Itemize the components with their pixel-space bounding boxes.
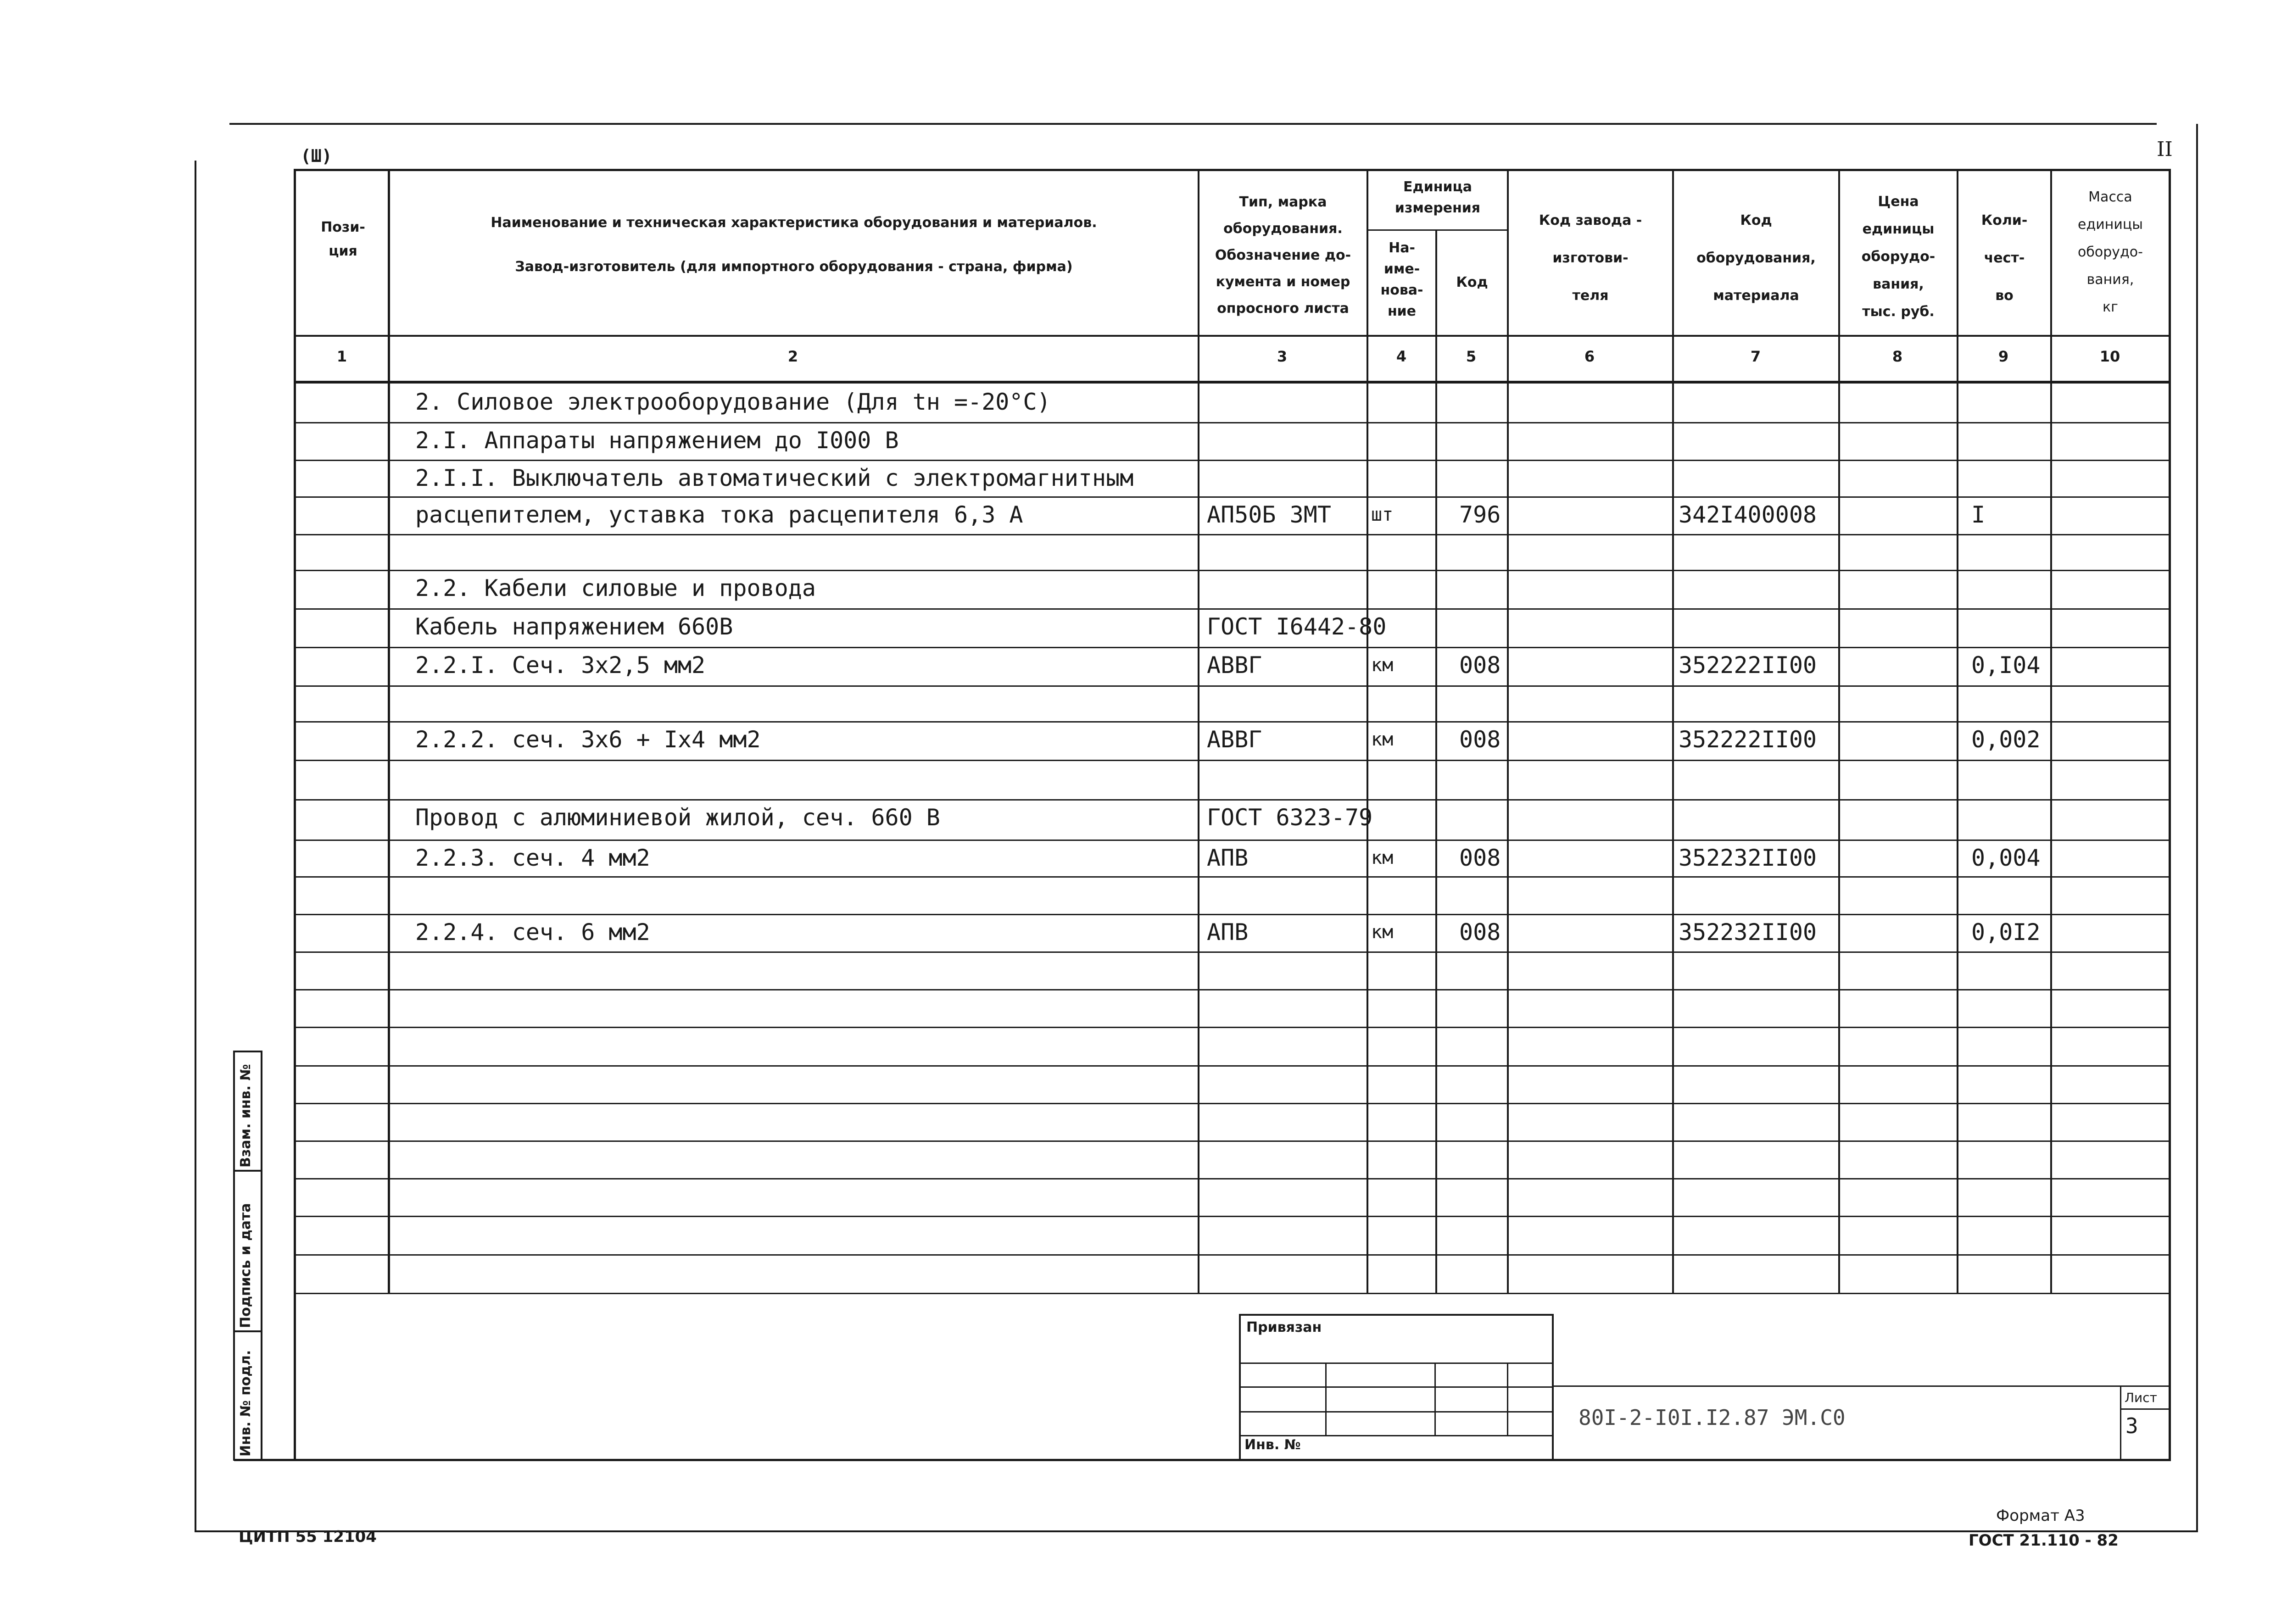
col-line-3 <box>1367 169 1368 1293</box>
row-type: АП50Б 3МТ <box>1207 501 1331 528</box>
col-line-9 <box>2050 169 2052 1293</box>
stamp-box-top <box>1239 1314 1554 1316</box>
row-line <box>294 460 2170 461</box>
stamp-inv-label: Инв. № <box>1244 1437 1301 1453</box>
row-unit-code: 796 <box>1459 501 1501 528</box>
header-unit-code: Код <box>1456 274 1488 290</box>
row-type: АПВ <box>1207 845 1249 871</box>
col-line-1 <box>388 169 390 1293</box>
row-line <box>294 570 2170 571</box>
side-stamp-div2 <box>233 1330 262 1332</box>
header-material-code: Код оборудования, материала <box>1696 212 1816 304</box>
row-line <box>294 496 2170 498</box>
row-unit-code: 008 <box>1459 845 1501 871</box>
sheet-label: Лист <box>2125 1390 2157 1405</box>
row-material-code: 352222II00 <box>1679 652 1817 679</box>
row-name: 2.2. Кабели силовые и провода <box>415 575 816 601</box>
row-line <box>294 760 2170 761</box>
row-unit: шт <box>1371 504 1394 525</box>
row-line <box>294 1027 2170 1028</box>
row-quantity: I <box>1971 501 1986 528</box>
stamp-row4 <box>1239 1435 1554 1436</box>
row-line <box>294 951 2170 953</box>
side-replace-inv: Взам. инв. № <box>238 1064 254 1168</box>
column-number: 9 <box>1998 348 2009 365</box>
table-top-line <box>294 169 2170 171</box>
row-quantity: 0,002 <box>1971 726 2041 753</box>
row-quantity: 0,0I2 <box>1971 919 2041 945</box>
row-line <box>294 1254 2170 1256</box>
row-type: ГОСТ 6323-79 <box>1207 804 1373 831</box>
header-quantity: Коли- чест- во <box>1981 212 2028 304</box>
column-number: 3 <box>1277 348 1288 365</box>
row-material-code: 352232II00 <box>1679 919 1817 945</box>
header-price: Цена единицы оборудо- вания, тыс. руб. <box>1861 194 1936 320</box>
side-stamp-top <box>233 1051 262 1052</box>
row-type: АВВГ <box>1207 652 1262 679</box>
row-type: ГОСТ I6442-80 <box>1207 613 1387 640</box>
row-material-code: 352222II00 <box>1679 726 1817 753</box>
row-type: АВВГ <box>1207 726 1262 753</box>
table-right-line <box>2169 169 2171 1461</box>
column-number: 8 <box>1892 348 1903 365</box>
document-code: 80I-2-I0I.I2.87 ЭМ.С0 <box>1579 1405 1846 1430</box>
row-line <box>294 1216 2170 1217</box>
column-number: 5 <box>1466 348 1477 365</box>
side-inv-orig: Инв. № подл. <box>238 1350 254 1457</box>
row-line <box>294 876 2170 878</box>
row-line <box>294 1178 2170 1179</box>
header-name-line1: Наименование и техническая характеристика оборудования и материалов. <box>491 215 1097 231</box>
col-line-7 <box>1838 169 1840 1293</box>
row-unit: км <box>1371 655 1394 676</box>
row-name: 2.2.4. сеч. 6 мм2 <box>415 919 650 945</box>
outer-left-line <box>195 161 196 1532</box>
row-line <box>294 685 2170 687</box>
header-plant-code: Код завода - изготови- теля <box>1539 212 1642 304</box>
outer-right-line <box>2196 124 2198 1532</box>
sheet-box-div <box>2120 1408 2170 1410</box>
stamp-col3 <box>1507 1363 1508 1435</box>
column-number: 1 <box>336 348 347 365</box>
col-line-6 <box>1672 169 1674 1293</box>
column-number: 6 <box>1584 348 1595 365</box>
row-name: расцепителем, уставка тока расцепителя 6,3 А <box>415 501 1023 528</box>
row-name: Провод с алюминиевой жилой, сеч. 660 В <box>415 804 940 831</box>
stamp-col1 <box>1325 1363 1327 1435</box>
row-type: АПВ <box>1207 919 1249 945</box>
col-line-2 <box>1198 169 1199 1293</box>
row-line <box>294 1293 2170 1294</box>
row-name: 2.2.3. сеч. 4 мм2 <box>415 845 650 871</box>
header-type: Тип, марка оборудования. Обозначение до- кумента и номер опросного листа <box>1215 194 1351 317</box>
header-unit-name: На- име- нова- ние <box>1380 240 1423 319</box>
header-bottom-line <box>294 335 2170 337</box>
row-name: 2.2.I. Сеч. 3х2,5 мм2 <box>415 652 706 679</box>
row-name: 2.2.2. сеч. 3х6 + Iх4 мм2 <box>415 726 761 753</box>
row-name: 2.I.I. Выключатель автоматический с электромагнитным <box>415 465 1134 491</box>
row-material-code: 352232II00 <box>1679 845 1817 871</box>
row-line <box>294 1065 2170 1067</box>
row-unit: км <box>1371 847 1394 868</box>
row-name: 2.I. Аппараты напряжением до I000 В <box>415 427 899 454</box>
row-line <box>294 799 2170 801</box>
table-left-line <box>294 169 296 1461</box>
header-unit-group: Единица измерения <box>1395 179 1481 216</box>
row-line <box>294 989 2170 990</box>
outer-top-line <box>229 123 2157 125</box>
title-block-top <box>1554 1385 2171 1387</box>
stamp-attached-label: Привязан <box>1246 1319 1322 1335</box>
side-stamp-div1 <box>233 1170 262 1172</box>
sheet-number: 3 <box>2125 1413 2138 1438</box>
row-line <box>294 1140 2170 1142</box>
top-mark: (Ш) <box>301 146 332 166</box>
row-line <box>294 840 2170 841</box>
row-line <box>294 534 2170 535</box>
col-line-4 <box>1435 229 1437 1293</box>
row-name: Кабель напряжением 660В <box>415 613 733 640</box>
row-quantity: 0,004 <box>1971 845 2041 871</box>
col-line-8 <box>1957 169 1958 1293</box>
side-sign-date: Подпись и дата <box>238 1203 254 1328</box>
colnum-bottom-line <box>294 381 2170 384</box>
row-line <box>294 608 2170 610</box>
col-line-5 <box>1507 169 1509 1293</box>
row-name: 2. Силовое электрооборудование (Для tн =-20°С) <box>415 389 1051 415</box>
footer-format: Формат А3 <box>1996 1507 2085 1525</box>
footer-left: ЦИТП 55 12104 <box>239 1528 377 1546</box>
sheet-box-left <box>2120 1385 2121 1461</box>
header-position: Пози- ция <box>321 219 365 259</box>
corner-mark: II <box>2157 138 2173 161</box>
table-bottom-line <box>234 1459 2171 1461</box>
row-line <box>294 721 2170 723</box>
outer-bottom-line <box>195 1530 2198 1532</box>
row-unit: км <box>1371 922 1394 943</box>
row-line <box>294 1103 2170 1104</box>
side-stamp-inner <box>261 1051 262 1461</box>
stamp-col2 <box>1434 1363 1436 1435</box>
row-unit-code: 008 <box>1459 919 1501 945</box>
row-line <box>294 422 2170 423</box>
header-name-line2: Завод-изготовитель (для импортного оборудования - страна, фирма) <box>515 259 1073 275</box>
row-unit-code: 008 <box>1459 652 1501 679</box>
footer-gost: ГОСТ 21.110 - 82 <box>1969 1531 2119 1550</box>
row-unit-code: 008 <box>1459 726 1501 753</box>
column-number: 7 <box>1750 348 1761 365</box>
row-material-code: 342I400008 <box>1679 501 1817 528</box>
column-number: 2 <box>787 348 798 365</box>
side-stamp-left <box>233 1051 235 1461</box>
row-quantity: 0,I04 <box>1971 652 2041 679</box>
column-number: 10 <box>2099 348 2120 365</box>
header-mass: Масса единицы оборудо- вания, кг <box>2078 189 2143 315</box>
row-unit: км <box>1371 729 1394 750</box>
column-number: 4 <box>1396 348 1407 365</box>
row-line <box>294 647 2170 648</box>
row-line <box>294 914 2170 915</box>
